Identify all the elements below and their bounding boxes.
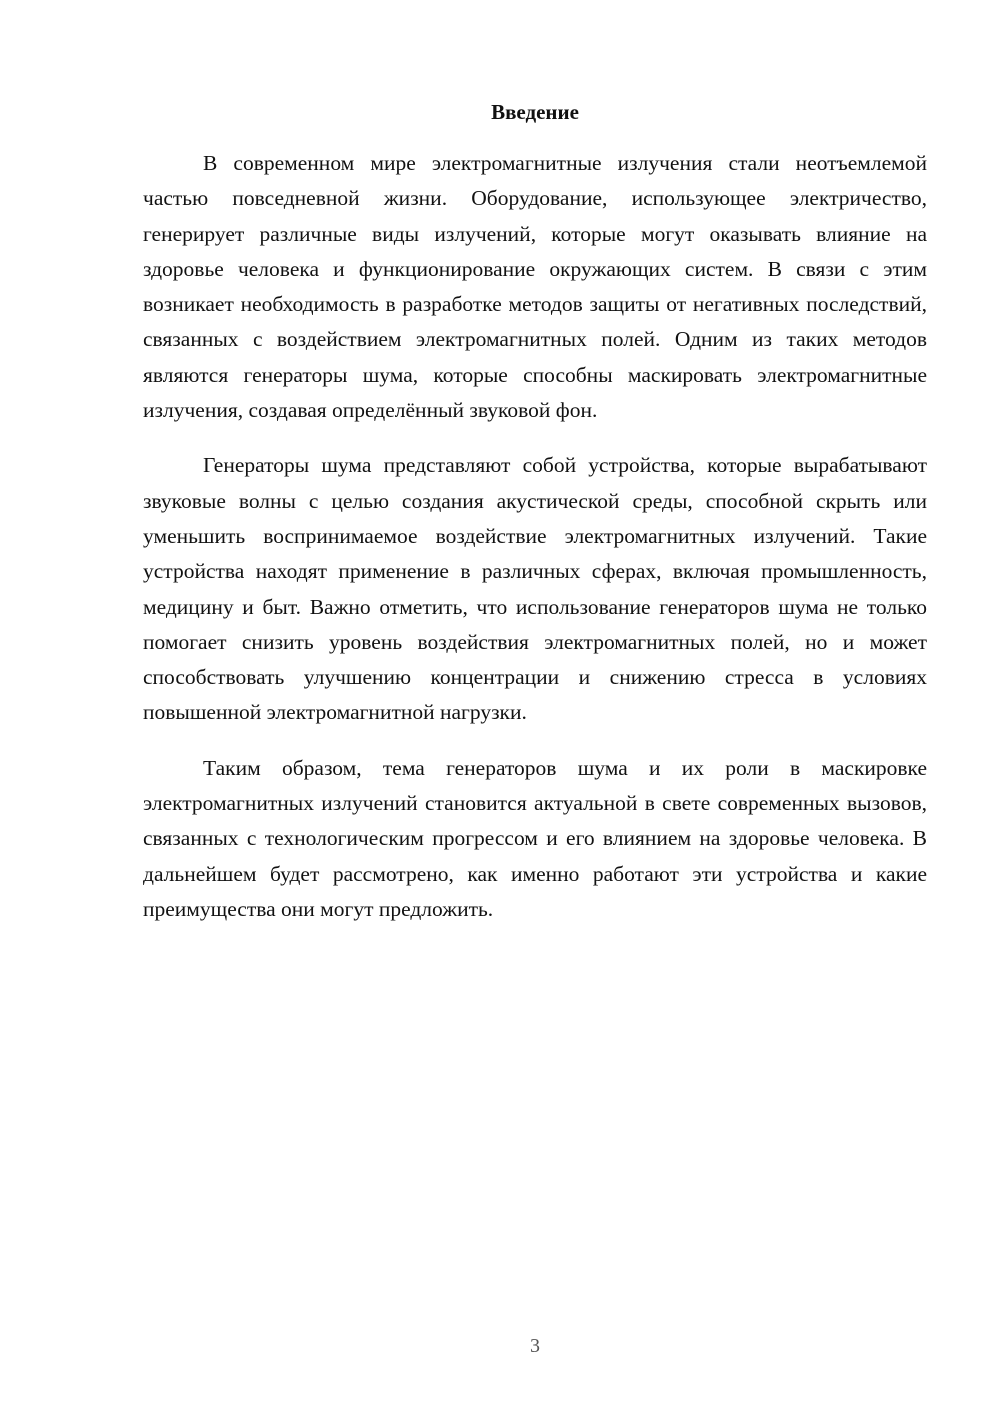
paragraph-1: В современном мире электромагнитные излучения стали неотъемлемой частью повседневной жизни. Оборудование, использующее электричество, генерирует различные виды излучений, которые могут оказывать влияние на здоровье человека и функционирование окружающих систем. В связи с этим возникает необходимость в разработке методов защиты от негативных последствий, связанных с воздействием электромагнитных полей. Одним из таких методов являются генераторы шума, которые способны маскировать электромагнитные излучения, создавая определённый звуковой фон.: [143, 151, 927, 423]
page-content: [143, 96, 927, 947]
page-number: 3: [530, 1335, 540, 1357]
paragraph-2: Генераторы шума представляют собой устройства, которые вырабатывают звуковые волны с целью создания акустической среды, способной скрыть или уменьшить воспринимаемое воздействие электромагнитных излучений. Такие устройства находят применение в различных сферах, включая промышленность, медицину и быт. Важно отметить, что использование генераторов шума не только помогает снизить уровень воздействия электромагнитных полей, но и может способствовать улучшению концентрации и снижению стресса в условиях повышенной электромагнитной нагрузки.: [143, 453, 927, 725]
paragraph-3: Таким образом, тема генераторов шума и их роли в маскировке электромагнитных излучений становится актуальной в свете современных вызовов, связанных с технологическим прогрессом и его влиянием на здоровье человека. В дальнейшем будет рассмотрено, как именно работают эти устройства и какие преимущества они могут предложить.: [143, 755, 927, 921]
section-title: Введение: [491, 100, 579, 124]
